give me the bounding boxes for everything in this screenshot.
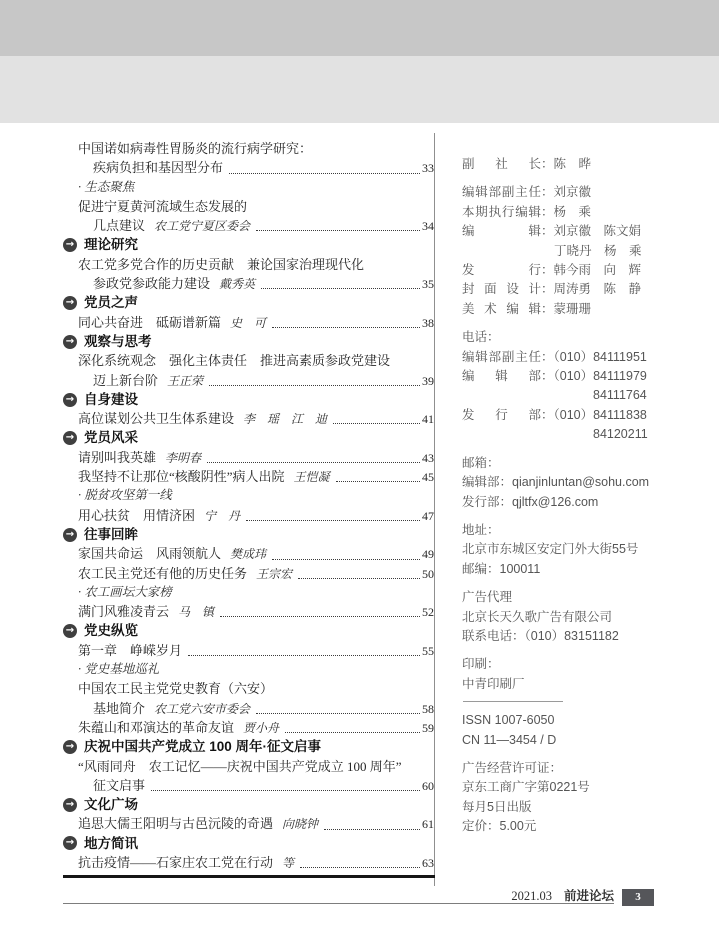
toc-section-header: [63, 235, 434, 254]
masthead-line: 北京长天久歌广告有限公司: [462, 609, 613, 624]
toc-entry: [63, 853, 434, 872]
toc-entry: [63, 158, 434, 177]
author-name: 王宗宏: [256, 566, 293, 581]
toc-entry: [63, 371, 434, 390]
author-name: 王正荣: [167, 373, 204, 388]
header-band-light: [0, 56, 719, 123]
page-number: 47: [422, 508, 434, 523]
author-name: 宁 丹: [204, 508, 241, 523]
toc-subcolumn-tag: [63, 583, 434, 602]
author-name: 向晓钟: [282, 817, 319, 832]
dot-leader: [261, 288, 420, 289]
section-title: 党员风采: [84, 430, 138, 446]
masthead-label: 编辑部副主任: [462, 349, 541, 364]
page-number: 61: [422, 817, 434, 832]
page-number: 49: [422, 547, 434, 562]
subcolumn-tag-label: · 生态聚焦: [78, 179, 135, 194]
masthead-label: 本期执行编辑: [462, 204, 541, 219]
subcolumn-tag-label: · 党史基地巡礼: [78, 662, 160, 677]
masthead-label: 编辑部副主任: [462, 185, 541, 200]
header-band-dark: [0, 0, 719, 56]
masthead-line: [462, 300, 702, 319]
article-title: 请别叫我英雄: [78, 449, 157, 465]
article-title: 朱蕴山和邓演达的革命友谊: [78, 719, 235, 735]
masthead-line: [462, 367, 702, 386]
article-title: 第一章 峥嵘岁月: [78, 642, 183, 658]
page-number: 60: [422, 778, 434, 793]
toc-bottom-rule: [63, 875, 435, 878]
masthead-line: 84120211: [593, 427, 648, 442]
masthead-value: ：刘京徽 陈文娟: [541, 224, 642, 239]
toc-title-line: [63, 139, 434, 158]
masthead-label: 发行: [462, 263, 541, 278]
masthead-line: [462, 222, 702, 241]
dot-leader: [220, 616, 420, 617]
dot-leader: [246, 520, 420, 521]
masthead-line: 邮箱：: [462, 455, 500, 470]
section-title: 观察与思考: [84, 333, 152, 349]
toc-section-header: [63, 795, 434, 814]
article-title: 追思大儒王阳明与古邑沅陵的奇遇: [78, 816, 274, 832]
toc-subcolumn-tag: [63, 178, 434, 197]
section-title: 往事回眸: [84, 526, 138, 542]
masthead-column: [462, 155, 702, 846]
page-number: 33: [422, 161, 434, 176]
toc-entry: [63, 448, 434, 467]
toc-section-header: [63, 332, 434, 351]
dot-leader: [256, 230, 420, 231]
toc-entry: [63, 699, 434, 718]
masthead-line: CN 11—3454 / D: [462, 732, 557, 747]
article-title: 迈上新台阶: [93, 372, 159, 388]
section-title: 自身建设: [84, 391, 138, 407]
masthead-line: 中青印刷厂: [462, 676, 525, 691]
toc-section-header: [63, 525, 434, 544]
masthead-line: 发行部：qjltfx@126.com: [462, 494, 599, 509]
masthead-value: ：刘京徽: [541, 185, 592, 200]
masthead-group: [462, 155, 702, 174]
article-title: 家国共命运 风雨领航人: [78, 546, 222, 562]
masthead-value: ：周涛勇 陈 静: [541, 282, 642, 297]
masthead-line: 地址：: [462, 522, 500, 537]
masthead-label: 封面设计: [462, 282, 541, 297]
toc-section-header: [63, 834, 434, 853]
footer-issue-title: [400, 886, 614, 904]
masthead-label: 编辑部: [462, 369, 541, 384]
masthead-line: 丁晓丹 杨 乘: [554, 243, 642, 258]
article-title: 促进宁夏黄河流域生态发展的: [78, 198, 248, 214]
toc-title-line: [63, 757, 434, 776]
toc-entry: [63, 544, 434, 563]
section-title: 党史纵览: [84, 623, 138, 639]
article-title: 深化系统观念 强化主体责任 推进高素质参政党建设: [78, 353, 391, 369]
section-arrow-icon: →: [63, 836, 77, 850]
page-number: 39: [422, 373, 434, 388]
toc-section-header: [63, 390, 434, 409]
masthead-group: [462, 588, 702, 646]
article-title: 抗击疫情——石家庄农工党在行动: [78, 854, 274, 870]
section-arrow-icon: →: [63, 335, 77, 349]
author-name: 等: [282, 855, 295, 870]
toc-title-line: [63, 197, 434, 216]
masthead-line: [462, 155, 702, 174]
masthead-line: 联系电话：（010）83151182: [462, 628, 619, 643]
page-number: 45: [422, 470, 434, 485]
toc-entry: [63, 641, 434, 660]
dot-leader: [229, 173, 420, 174]
toc-entry: [63, 814, 434, 833]
masthead-label: 美术编辑: [462, 301, 541, 316]
section-title: 党员之声: [84, 295, 138, 311]
dot-leader: [333, 423, 420, 424]
masthead-line: 定价：5.00元: [462, 819, 537, 834]
masthead-value: ：（010）84111951: [541, 349, 647, 364]
dot-leader: [285, 732, 420, 733]
page-number: 41: [422, 412, 434, 427]
article-title: 同心共奋进 砥砺谱新篇: [78, 314, 222, 330]
dot-leader: [151, 790, 420, 791]
section-arrow-icon: →: [63, 740, 77, 754]
masthead-line: 广告经营许可证：: [462, 760, 563, 775]
article-title: 几点建议: [93, 218, 146, 234]
masthead-group: [462, 328, 702, 444]
masthead-line: 84111764: [593, 388, 647, 403]
page-number: 43: [422, 450, 434, 465]
article-title: 中国农工民主党党史教育（六安）: [78, 681, 274, 697]
page-number-badge: 3: [622, 889, 654, 906]
section-arrow-icon: →: [63, 624, 77, 638]
toc-entry: [63, 274, 434, 293]
section-title: 理论研究: [84, 237, 138, 253]
article-title: 征文启事: [93, 777, 146, 793]
author-name: 樊成玮: [230, 547, 267, 562]
toc-entry: [63, 718, 434, 737]
author-name: 李 瑶 江 迪: [243, 412, 328, 427]
masthead-group: [462, 454, 702, 512]
masthead-line: 印刷：: [462, 657, 500, 672]
toc-subcolumn-tag: [63, 486, 434, 505]
toc-title-line: [63, 255, 434, 274]
toc-entry: [63, 467, 434, 486]
toc-entry: [63, 506, 434, 525]
masthead-group: [462, 711, 702, 750]
article-title: 参政党参政能力建设: [93, 276, 211, 292]
article-title: 用心扶贫 用情济困: [78, 507, 196, 523]
article-title: “风雨同舟 农工记忆——庆祝中国共产党成立 100 周年”: [78, 758, 402, 774]
masthead-line: [462, 183, 702, 202]
toc-entry: [63, 564, 434, 583]
toc-entry: [63, 313, 434, 332]
section-arrow-icon: →: [63, 431, 77, 445]
subcolumn-tag-label: · 脱贫攻坚第一线: [78, 488, 172, 503]
masthead-value: ：（010）84111979: [541, 369, 647, 384]
dot-leader: [209, 385, 420, 386]
article-title: 疾病负担和基因型分布: [93, 160, 224, 176]
masthead-label: 发行部: [462, 407, 541, 422]
section-title: 庆祝中国共产党成立 100 周年·征文启事: [84, 739, 322, 755]
section-arrow-icon: →: [63, 296, 77, 310]
dot-leader: [207, 462, 420, 463]
masthead-line: [462, 203, 702, 222]
masthead-line: [462, 406, 702, 425]
section-arrow-icon: →: [63, 798, 77, 812]
masthead-line: 北京市东城区安定门外大街55号: [462, 542, 639, 557]
author-name: 李明春: [165, 450, 202, 465]
page-number: 50: [422, 566, 434, 581]
dot-leader: [324, 829, 420, 830]
masthead-group: [462, 655, 702, 702]
author-name: 史 可: [230, 315, 267, 330]
masthead-label: 编辑: [462, 224, 541, 239]
masthead-rule: [463, 701, 563, 702]
article-title: 我坚持不让那位“核酸阴性”病人出院: [78, 469, 285, 485]
section-arrow-icon: →: [63, 393, 77, 407]
masthead-line: 京东工商广字第0221号: [462, 780, 590, 795]
toc-section-header: [63, 428, 434, 447]
masthead-group: [462, 521, 702, 579]
dot-leader: [336, 481, 420, 482]
masthead-group: [462, 183, 702, 319]
toc-section-header: [63, 621, 434, 640]
column-divider: [434, 133, 435, 886]
article-title: 高位谋划公共卫生体系建设: [78, 411, 235, 427]
masthead-value: ：陈 晔: [541, 157, 592, 171]
dot-leader: [300, 867, 420, 868]
article-title: 中国诺如病毒性胃肠炎的流行病学研究：: [78, 141, 313, 156]
toc-entry: [63, 216, 434, 235]
section-arrow-icon: →: [63, 238, 77, 252]
dot-leader: [298, 578, 420, 579]
masthead-line: [462, 261, 702, 280]
masthead-value: ：（010）84111838: [541, 407, 647, 422]
page-number: 52: [422, 605, 434, 620]
page-number: 35: [422, 277, 434, 292]
toc-subcolumn-tag: [63, 660, 434, 679]
masthead-group: [462, 759, 702, 837]
masthead-line: 电话：: [462, 330, 500, 345]
toc-section-header: [63, 293, 434, 312]
masthead-line: 每月5日出版: [462, 799, 532, 814]
masthead-value: ：蒙珊珊: [541, 301, 592, 316]
table-of-contents: [63, 139, 434, 872]
section-arrow-icon: →: [63, 528, 77, 542]
page-number: 55: [422, 643, 434, 658]
toc-entry: [63, 409, 434, 428]
masthead-label: 副社长: [462, 157, 541, 171]
toc-entry: [63, 602, 434, 621]
masthead-value: ：杨 乘: [541, 204, 592, 219]
toc-title-line: [63, 351, 434, 370]
dot-leader: [188, 655, 420, 656]
toc-section-header: [63, 737, 434, 756]
dot-leader: [272, 327, 420, 328]
article-title: 满门风雅凌青云: [78, 604, 170, 620]
page-number: 34: [422, 219, 434, 234]
page-number: 59: [422, 720, 434, 735]
masthead-line: 编辑部：qianjinluntan@sohu.com: [462, 475, 650, 490]
dot-leader: [272, 559, 420, 560]
author-name: 农工党宁夏区委会: [154, 219, 251, 234]
masthead-line: ISSN 1007-6050: [462, 713, 555, 728]
masthead-line: [462, 348, 702, 367]
author-name: 贾小舟: [243, 720, 280, 735]
toc-entry: [63, 776, 434, 795]
masthead-value: ：韩今雨 向 辉: [541, 263, 642, 278]
footer-issue: 2021.03: [511, 889, 552, 903]
article-title: 农工民主党还有他的历史任务: [78, 565, 248, 581]
masthead-line: 邮编：100011: [462, 561, 541, 576]
author-name: 农工党六安市委会: [154, 701, 251, 716]
article-title: 基地简介: [93, 700, 146, 716]
section-title: 文化广场: [84, 797, 138, 813]
footer-magazine-name: 前进论坛: [563, 889, 614, 903]
toc-title-line: [63, 679, 434, 698]
masthead-line: 广告代理: [462, 590, 513, 605]
author-name: 王恺凝: [293, 470, 330, 485]
section-title: 地方简讯: [84, 835, 138, 851]
author-name: 戴秀英: [219, 277, 256, 292]
page-number: 58: [422, 701, 434, 716]
subcolumn-tag-label: · 农工画坛大家榜: [78, 584, 172, 599]
article-title: 农工党多党合作的历史贡献 兼论国家治理现代化: [78, 256, 365, 272]
page-number: 63: [422, 855, 434, 870]
masthead-line: [462, 280, 702, 299]
author-name: 马 镇: [178, 605, 215, 620]
dot-leader: [256, 713, 420, 714]
page-number: 38: [422, 315, 434, 330]
